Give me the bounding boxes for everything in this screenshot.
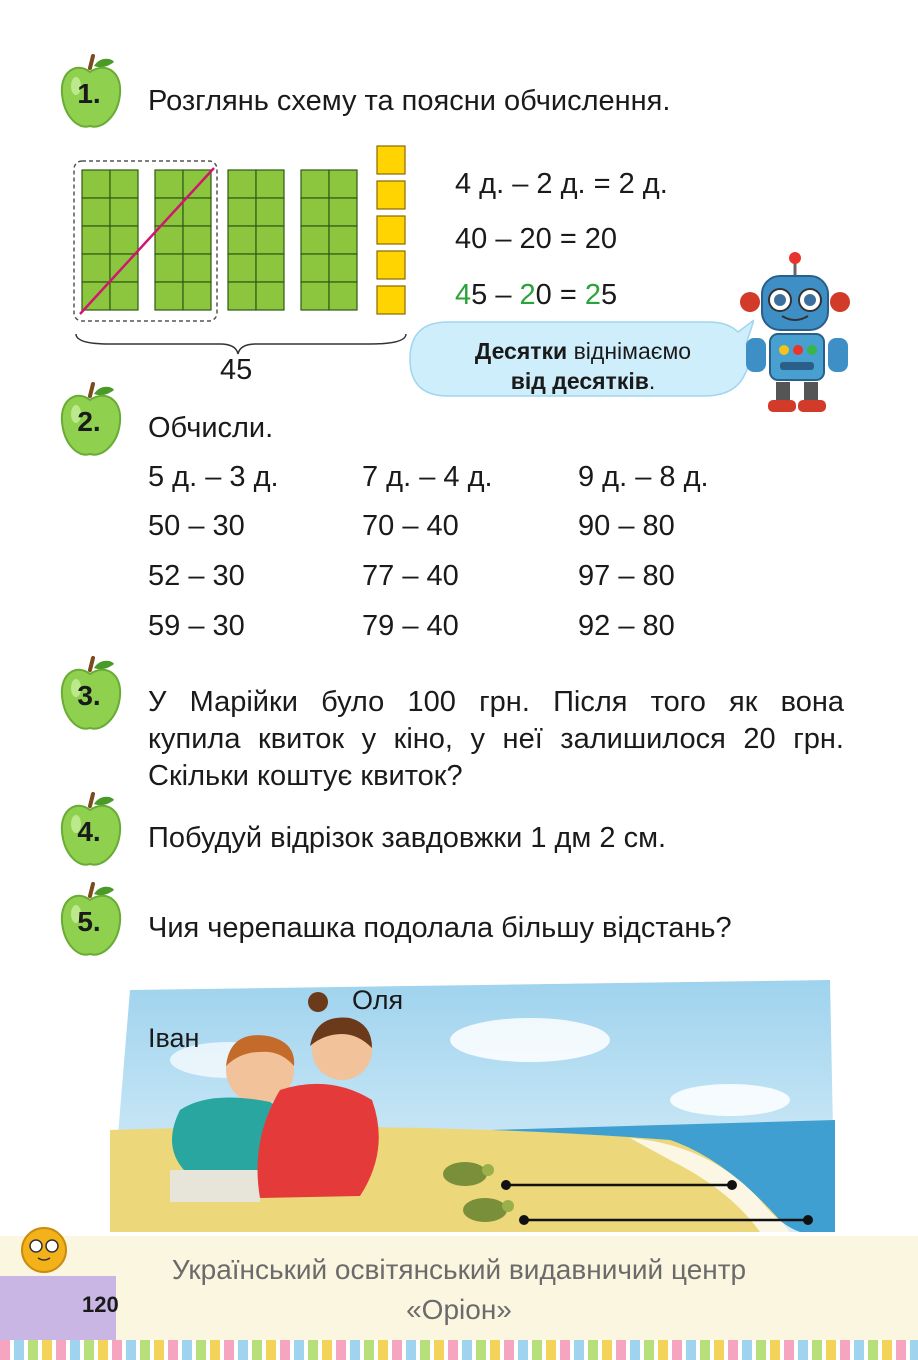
task-3-line: купила квиток у кіно, у неї залишилося 20 грн. <box>148 723 844 755</box>
one-cube <box>377 251 405 279</box>
ten-bar-cell <box>228 226 256 254</box>
ten-bar-cell <box>183 198 211 226</box>
equation-tens: 4 д. – 2 д. = 2 д. <box>455 168 668 200</box>
ten-bar-cell <box>329 170 357 198</box>
task-3-apple-badge <box>60 656 122 734</box>
bubble-text <box>420 336 746 396</box>
ten-bar-cell <box>256 170 284 198</box>
task-number: 2. <box>77 406 101 437</box>
task-number: 5. <box>77 906 101 937</box>
task-3-line: Скільки коштує квиток? <box>148 760 463 792</box>
ten-bar-cell <box>301 254 329 282</box>
ten-bar-cell <box>256 282 284 310</box>
publisher-name: Український освітянський видавничий центр <box>171 1254 747 1285</box>
ten-bar-cell <box>183 226 211 254</box>
ex2-col1-row4: 59 – 30 <box>148 610 245 642</box>
ten-bar-cell <box>301 282 329 310</box>
ten-bar-cell <box>228 170 256 198</box>
ex2-col3-row2: 90 – 80 <box>578 510 675 542</box>
task-5-apple-badge <box>60 882 122 960</box>
task-number: 4. <box>77 816 101 847</box>
equation-part: 5 <box>600 279 618 311</box>
ten-bar-cell <box>82 198 110 226</box>
ex2-col2-row2: 70 – 40 <box>362 510 459 542</box>
bubble-normal: віднімаємо <box>567 338 692 364</box>
equation-mixed <box>455 277 617 313</box>
one-cube <box>377 216 405 244</box>
ten-bar-cell <box>110 170 138 198</box>
ten-bar-cell <box>183 254 211 282</box>
ten-bar-cell <box>82 254 110 282</box>
ten-bar <box>82 170 138 310</box>
task-5-text: Чия черепашка подолала більшу відстань? <box>148 912 732 944</box>
equation-part: 0 = <box>535 279 585 311</box>
ten-bar-cell <box>329 254 357 282</box>
ten-bar-cell <box>329 198 357 226</box>
ten-bar-cell <box>256 254 284 282</box>
ten-bar <box>155 170 211 310</box>
ex2-col3-row3: 97 – 80 <box>578 560 675 592</box>
ten-bar-cell <box>256 198 284 226</box>
one-cube <box>377 146 405 174</box>
ex2-col2-row4: 79 – 40 <box>362 610 459 642</box>
equation-round: 40 – 20 = 20 <box>455 223 618 255</box>
task-2-apple-badge <box>60 382 122 460</box>
beach-scene-illustration <box>110 970 840 1232</box>
ten-bar-cell <box>110 226 138 254</box>
footer-color-stripe <box>0 1340 918 1360</box>
ten-bar-cell <box>155 226 183 254</box>
ten-bar-cell <box>82 226 110 254</box>
task-1-text: Розглянь схему та поясни обчислення. <box>148 85 671 117</box>
one-cube <box>377 181 405 209</box>
equation-part: 5 – <box>471 279 520 311</box>
ten-bar-cell <box>110 282 138 310</box>
robot-icon <box>740 250 870 420</box>
ten-bar-cell <box>301 170 329 198</box>
brace <box>76 334 406 354</box>
ten-bar <box>301 170 357 310</box>
ten-bar-cell <box>228 254 256 282</box>
ten-bar-cell <box>155 282 183 310</box>
publisher-brand: «Оріон» <box>406 1294 512 1325</box>
ex2-col3-row1: 9 д. – 8 д. <box>578 461 709 493</box>
name-label-boy: Іван <box>148 1023 200 1053</box>
task-3-line: У Марійки було 100 грн. Після того як вона <box>148 686 844 718</box>
task-number: 1. <box>77 78 101 109</box>
ten-bar-cell <box>301 226 329 254</box>
page-number: 120 <box>82 1292 119 1317</box>
ten-bar-cell <box>110 198 138 226</box>
ten-bar <box>228 170 284 310</box>
ex2-col2-row3: 77 – 40 <box>362 560 459 592</box>
task-1-apple-badge <box>60 54 122 132</box>
ten-bar-cell <box>183 282 211 310</box>
ex2-col3-row4: 92 – 80 <box>578 610 675 642</box>
ex2-col1-row1: 5 д. – 3 д. <box>148 461 279 493</box>
bubble-normal: . <box>648 368 656 394</box>
brace-label: 45 <box>220 354 253 386</box>
name-label-girl: Оля <box>352 985 404 1015</box>
ex2-col1-row2: 50 – 30 <box>148 510 245 542</box>
task-3-text <box>148 684 844 795</box>
ex2-col1-row3: 52 – 30 <box>148 560 245 592</box>
ten-bar-cell <box>329 226 357 254</box>
ex2-col2-row1: 7 д. – 4 д. <box>362 461 493 493</box>
one-cube <box>377 286 405 314</box>
digit-highlight: 2 <box>519 279 536 311</box>
task-2-text: Обчисли. <box>148 412 274 444</box>
bubble-bold: Десятки <box>474 338 568 364</box>
task-4-text: Побудуй відрізок завдовжки 1 дм 2 см. <box>148 822 667 854</box>
ten-bar-cell <box>228 198 256 226</box>
ten-bar-cell <box>155 170 183 198</box>
task-number: 3. <box>77 680 101 711</box>
ten-bar-cell <box>155 198 183 226</box>
ten-bar-cell <box>155 254 183 282</box>
bubble-bold: від десятків <box>510 368 649 394</box>
digit-highlight: 4 <box>455 279 472 311</box>
task-4-apple-badge <box>60 792 122 870</box>
ten-bar-cell <box>82 170 110 198</box>
ten-bar-cell <box>329 282 357 310</box>
ten-bar-cell <box>301 198 329 226</box>
ten-bar-cell <box>228 282 256 310</box>
ten-bar-cell <box>256 226 284 254</box>
digit-highlight: 2 <box>584 279 601 311</box>
